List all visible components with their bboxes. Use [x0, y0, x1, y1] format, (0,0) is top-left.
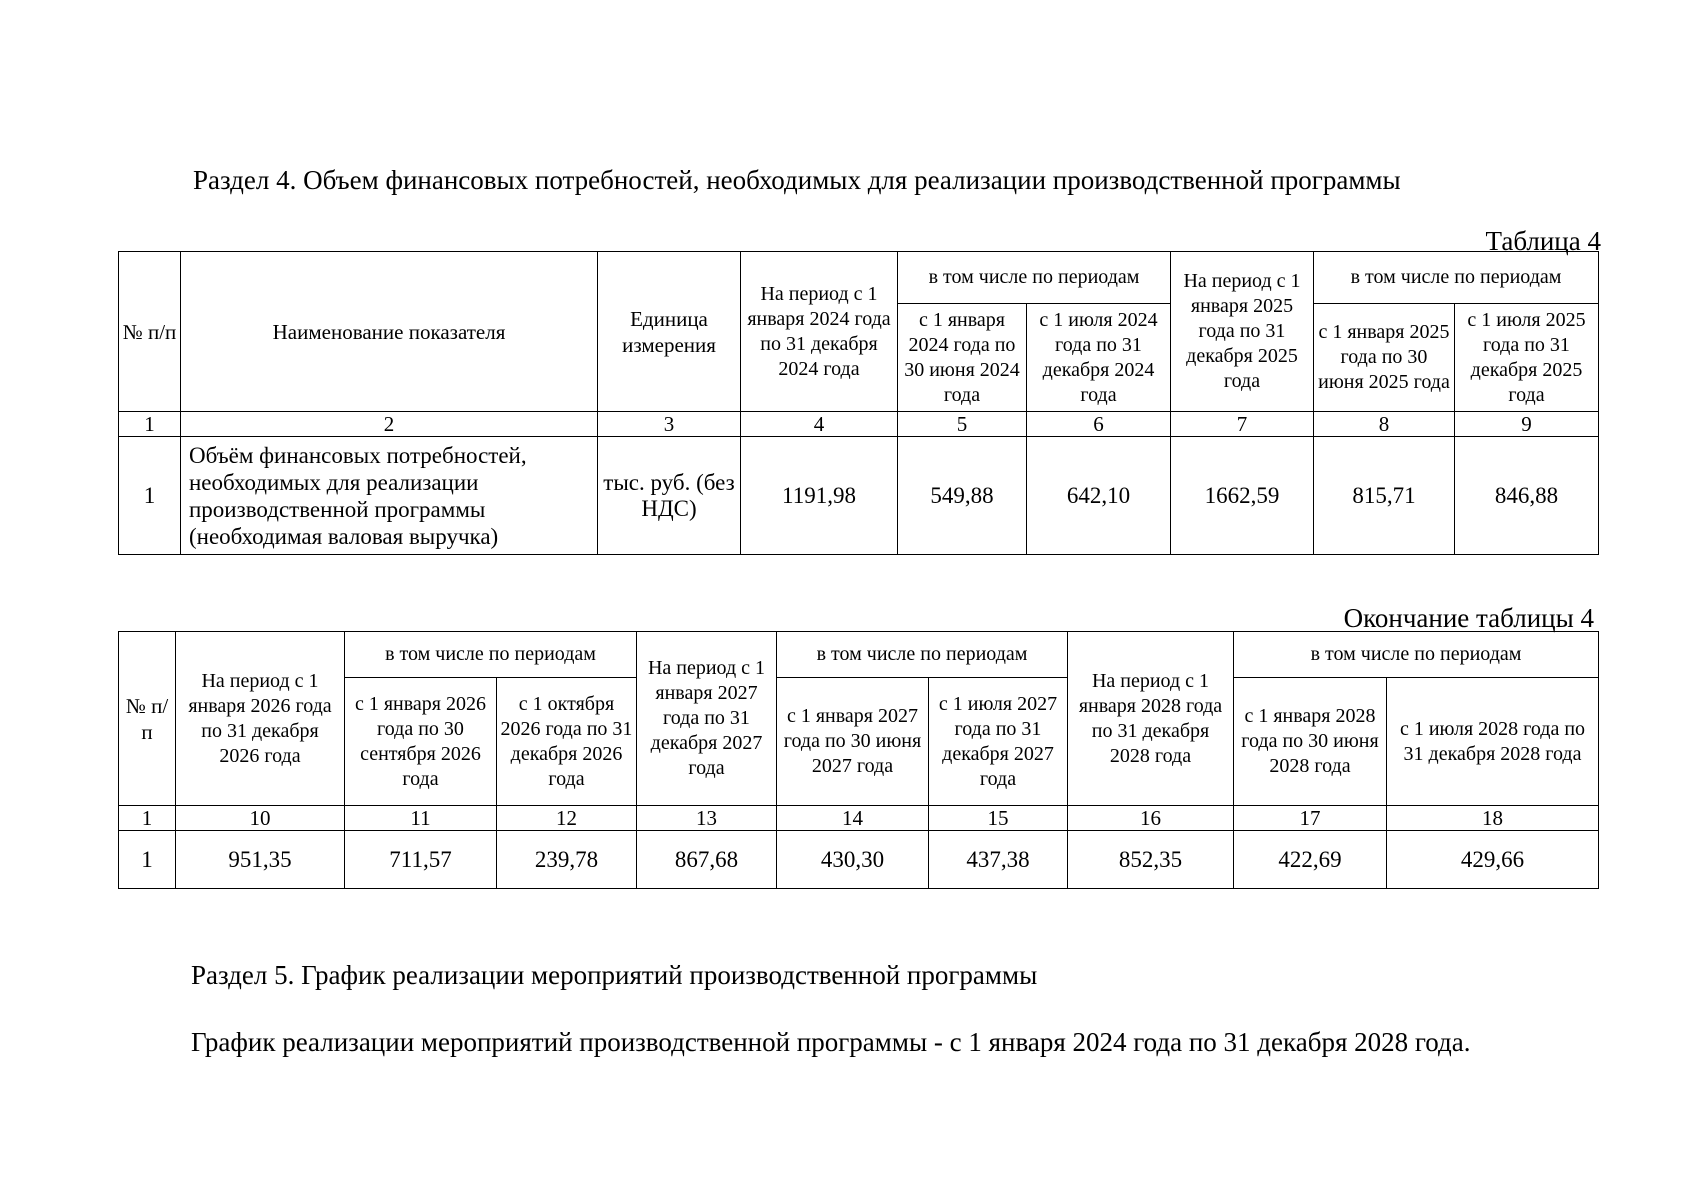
header-num: № п/п: [119, 252, 181, 412]
financial-needs-table-2026-2028: [118, 631, 1599, 889]
value-2026-b: 239,78: [497, 831, 637, 889]
section5-text: График реализации мероприятий производственной программы - с 1 января 2024 года по 31 декабря 2028 года.: [191, 1027, 1471, 1057]
row-indicator-name: Объём финансовых потребностей, необходимых для реализации производственной программы (необходимая валовая выручка): [181, 437, 598, 555]
col-number: 3: [598, 412, 741, 437]
col-number: 9: [1455, 412, 1599, 437]
header-2026-b: с 1 октября 2026 года по 31 декабря 2026 года: [497, 678, 637, 806]
header-2026-a: с 1 января 2026 года по 30 сентября 2026 года: [345, 678, 497, 806]
header-including-2024: в том числе по периодам: [898, 252, 1171, 304]
value-2027-h1: 430,30: [777, 831, 929, 889]
col-number: 1: [119, 412, 181, 437]
col-number: 17: [1234, 806, 1387, 831]
header-unit: Единица измерения: [598, 252, 741, 412]
header-including-2026: в том числе по периодам: [345, 632, 637, 678]
value-2024-h1: 549,88: [898, 437, 1027, 555]
col-number: 10: [176, 806, 345, 831]
section5-title: Раздел 5. График реализации мероприятий производственной программы: [191, 960, 1038, 990]
header-2025-h1: с 1 января 2025 года по 30 июня 2025 года: [1314, 304, 1455, 412]
value-2025: 1662,59: [1171, 437, 1314, 555]
value-2025-h2: 846,88: [1455, 437, 1599, 555]
header-2027-h2: с 1 июля 2027 года по 31 декабря 2027 года: [929, 678, 1068, 806]
value-2024: 1191,98: [741, 437, 898, 555]
col-number: 16: [1068, 806, 1234, 831]
header-2027-h1: с 1 января 2027 года по 30 июня 2027 года: [777, 678, 929, 806]
table4-end-caption: Окончание таблицы 4: [1343, 603, 1594, 633]
col-number: 15: [929, 806, 1068, 831]
col-number: 14: [777, 806, 929, 831]
header-including-2027: в том числе по периодам: [777, 632, 1068, 678]
col-number: 11: [345, 806, 497, 831]
header-period-2028: На период с 1 января 2028 года по 31 декабря 2028 года: [1068, 632, 1234, 806]
header-2028-h1: с 1 января 2028 года по 30 июня 2028 года: [1234, 678, 1387, 806]
header-period-2027: На период с 1 января 2027 года по 31 декабря 2027 года: [637, 632, 777, 806]
value-2024-h2: 642,10: [1027, 437, 1171, 555]
col-number: 4: [741, 412, 898, 437]
value-2028: 852,35: [1068, 831, 1234, 889]
table-row: [119, 831, 1599, 889]
col-number: 8: [1314, 412, 1455, 437]
section4-title: Раздел 4. Объем финансовых потребностей, необходимых для реализации производственной программы: [193, 165, 1401, 195]
header-2024-h1: с 1 января 2024 года по 30 июня 2024 года: [898, 304, 1027, 412]
header-period-2026: На период с 1 января 2026 года по 31 декабря 2026 года: [176, 632, 345, 806]
col-number: 1: [119, 806, 176, 831]
header-indicator-name: Наименование показателя: [181, 252, 598, 412]
value-2025-h1: 815,71: [1314, 437, 1455, 555]
col-number: 12: [497, 806, 637, 831]
col-number: 2: [181, 412, 598, 437]
header-2024-h2: с 1 июля 2024 года по 31 декабря 2024 года: [1027, 304, 1171, 412]
value-2026-a: 711,57: [345, 831, 497, 889]
header-including-2025: в том числе по периодам: [1314, 252, 1599, 304]
header-period-2024: На период с 1 января 2024 года по 31 декабря 2024 года: [741, 252, 898, 412]
table-row: [119, 437, 1599, 555]
financial-needs-table-2024-2025: [118, 251, 1599, 555]
col-number: 18: [1387, 806, 1599, 831]
col-number: 6: [1027, 412, 1171, 437]
header-2028-h2: с 1 июля 2028 года по 31 декабря 2028 года: [1387, 678, 1599, 806]
header-num: № п/п: [119, 632, 176, 806]
header-period-2025: На период с 1 января 2025 года по 31 декабря 2025 года: [1171, 252, 1314, 412]
value-2028-h1: 422,69: [1234, 831, 1387, 889]
col-number: 7: [1171, 412, 1314, 437]
header-2025-h2: с 1 июля 2025 года по 31 декабря 2025 года: [1455, 304, 1599, 412]
header-including-2028: в том числе по периодам: [1234, 632, 1599, 678]
row-unit: тыс. руб. (без НДС): [598, 437, 741, 555]
value-2027: 867,68: [637, 831, 777, 889]
value-2026: 951,35: [176, 831, 345, 889]
value-2028-h2: 429,66: [1387, 831, 1599, 889]
value-2027-h2: 437,38: [929, 831, 1068, 889]
row-num: 1: [119, 831, 176, 889]
table4-caption: Таблица 4: [1485, 226, 1601, 256]
col-number: 5: [898, 412, 1027, 437]
row-num: 1: [119, 437, 181, 555]
col-number: 13: [637, 806, 777, 831]
